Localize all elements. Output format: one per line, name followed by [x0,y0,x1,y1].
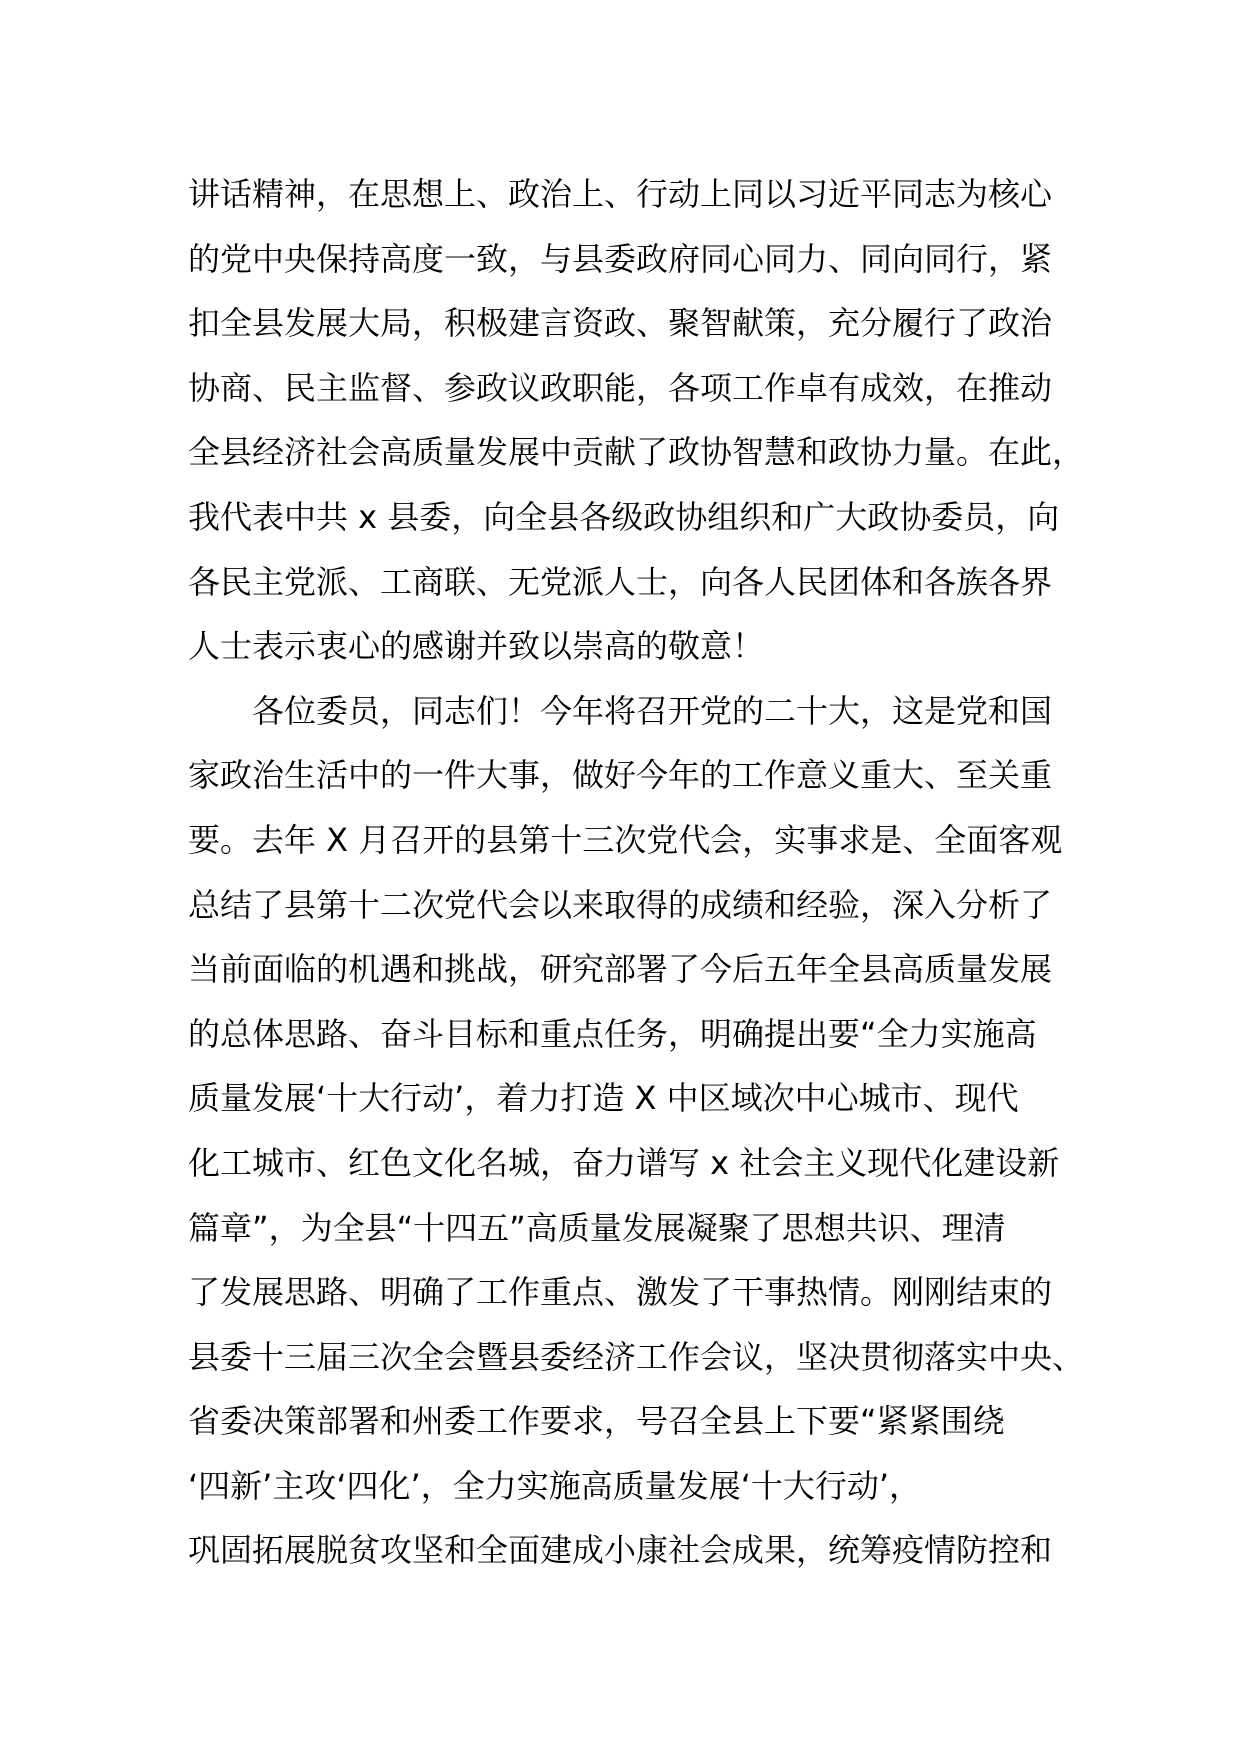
text-line: 质量发展‘十大行动’，着力打造 X 中区域次中心城市、现代 [188,1079,1019,1118]
text-line: 各民主党派、工商联、无党派人士，向各人民团体和各族各界 [188,562,1053,601]
text-line: 全县经济社会高质量发展中贡献了政协智慧和政协力量。在此， [188,433,1085,472]
text-line: 巩固拓展脱贫攻坚和全面建成小康社会成果，统筹疫情防控和 [188,1531,1053,1570]
text-line: 扣全县发展大局，积极建言资政、聚智献策，充分履行了政治 [188,304,1053,343]
text-line: 要。去年 X 月召开的县第十三次党代会，实事求是、全面客观 [188,820,1063,859]
text-line: 了发展思路、明确了工作重点、激发了干事热情。刚刚结束的 [188,1273,1053,1312]
text-line: ‘四新’主攻‘四化’，全力实施高质量发展‘十大行动’， [188,1466,922,1505]
text-line: 家政治生活中的一件大事，做好今年的工作意义重大、至关重 [188,756,1053,795]
text-line: 我代表中共 x 县委，向全县各级政协组织和广大政协委员，向 [188,497,1060,536]
paragraph-start-line: 各位委员，同志们！今年将召开党的二十大，这是党和国 [252,691,1053,730]
text-line: 的党中央保持高度一致，与县委政府同心同力、同向同行，紧 [188,239,1053,278]
text-line: 省委决策部署和州委工作要求，号召全县上下要“紧紧围绕 [188,1402,1005,1441]
text-line: 篇章”，为全县“十四五”高质量发展凝聚了思想共识、理清 [188,1208,1006,1247]
body-text [188,162,1088,1583]
text-line: 人士表示衷心的感谢并致以崇高的敬意！ [188,627,765,666]
text-line: 讲话精神，在思想上、政治上、行动上同以习近平同志为核心 [188,175,1053,213]
text-line: 县委十三届三次全会暨县委经济工作会议，坚决贯彻落实中央、 [188,1337,1085,1376]
text-line: 协商、民主监督、参政议政职能，各项工作卓有成效，在推动 [188,368,1053,407]
text-line: 的总体思路、奋斗目标和重点任务，明确提出要“全力实施高 [188,1014,1037,1053]
text-line: 化工城市、红色文化名城，奋力谱写 x 社会主义现代化建设新 [188,1143,1060,1182]
text-line: 总结了县第十二次党代会以来取得的成绩和经验，深入分析了 [188,885,1053,924]
text-line: 当前面临的机遇和挑战，研究部署了今后五年全县高质量发展 [188,950,1053,989]
